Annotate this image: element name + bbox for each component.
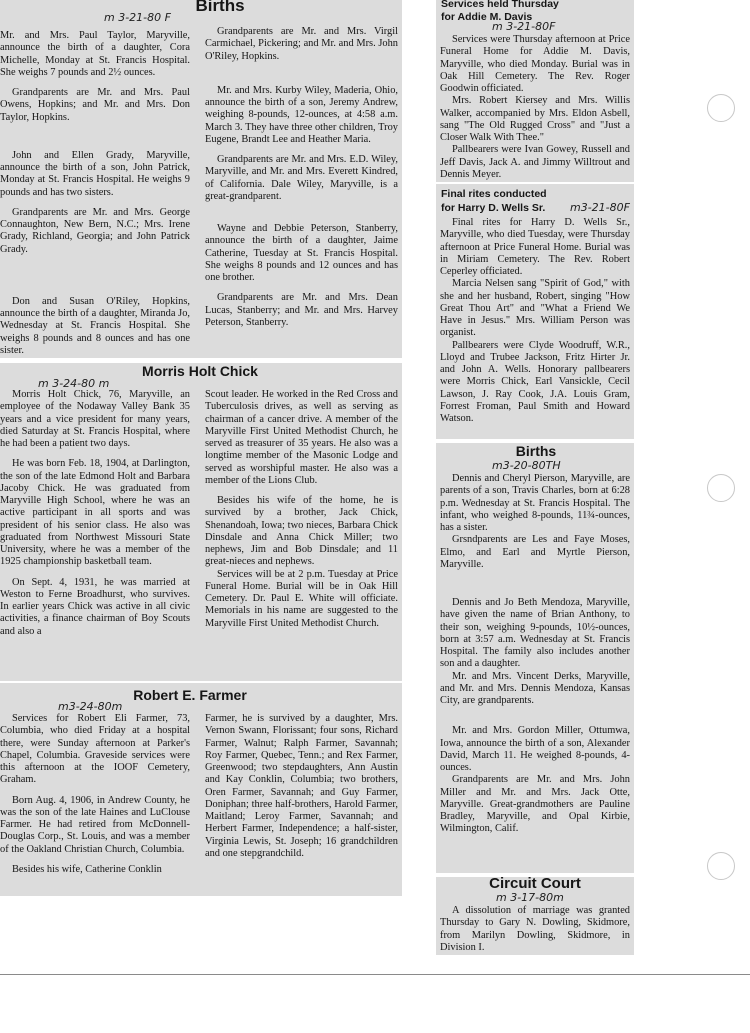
- birth-notice: Grandparents are Mr. and Mrs. George Connaughton, New Bern, N.C.; Mrs. Irene Grady, Richland, Georgia; and John Patrick Grady.: [0, 206, 190, 255]
- obituary-paragraph: Final rites for Harry D. Wells Sr., Maryville, who died Tuesday, were Thursday afternoon at Price Funeral Home. Burial was in Miriam Cemetery. The Rev. Robert Ceperley officiated.: [440, 217, 630, 277]
- births-right-clipping: [436, 443, 634, 873]
- birth-notice: Mr. and Mrs. Kurby Wiley, Maderia, Ohio, announce the birth of a son, Jeremy Andrew, weighing 8-pounds, 12-ounces, at 4:58 a.m. March 3. They have three other children, Troy Eugene, Brandt Lee and Heather Maria.: [205, 84, 398, 145]
- births-top-left-column: [0, 30, 190, 358]
- morris-chick-left-column: [0, 389, 190, 646]
- obituary-paragraph: Farmer, he is survived by a daughter, Mrs. Vernon Swann, Florissant; four sons, Richard Farmer, Walnut; Ralph Farmer, Savannah; Roy Farmer, Quebec, Tenn.; and Rex Farmer, Greenwood; two stepdaughters, Ann Austin and Kay Conklin, Columbia; two brothers, Oren Farmer, Savannah; and Guy Farmer, Doniphan; three half-brothers, Harold Farmer, Maitland; Leroy Farmer, Savannah; and Herbert Farmer, Independence; a half-sister, Virginia Lewis, St. Joseph; 16 grandchildren and one stepgrandchild.: [205, 713, 398, 859]
- addie-davis-body: [440, 34, 630, 182]
- robert-farmer-obituary: [0, 683, 402, 896]
- births-right-heading: Births: [515, 443, 557, 459]
- birth-notice: Grandparents are Mr. and Mrs. Paul Owens, Hopkins; and Mr. and Mrs. Don Taylor, Hopkins.: [0, 87, 190, 123]
- birth-notice: Mr. and Mrs. Paul Taylor, Maryville, announce the birth of a daughter, Cora Michelle, Monday at St. Francis Hospital. She weighs 7 pounds and 2½ ounces.: [0, 30, 190, 78]
- court-notice: A dissolution of marriage was granted Thursday to Gary N. Dowling, Skidmore, from Marilyn Dowling, Skidmore, in Division I.: [440, 905, 630, 953]
- birth-notice: Grandparents are Mr. and Mrs. John Miller and Mr. and Mrs. Jack Otte, Maryville. Great-grandmothers are Pauline Bradley, Maryville, and Opal Kirbie, Wilmington, Calif.: [440, 774, 630, 835]
- obituary-paragraph: Services will be at 2 p.m. Tuesday at Price Funeral Home. Burial will be in Oak Hill Cemetery. Dr. Paul E. White will officiate. Memorials in his name are suggested to the Maryville First United Methodist Church.: [205, 568, 398, 629]
- birth-notice: John and Ellen Grady, Maryville, announce the birth of a son, John Patrick, Monday at St. Francis Hospital. He weighs 9 pounds and has two sisters.: [0, 149, 190, 198]
- robert-farmer-handwritten-date: m3-24-80m: [58, 700, 123, 713]
- harry-wells-body: [440, 217, 630, 433]
- birth-notice: Dennis and Cheryl Pierson, Maryville, are parents of a son, Travis Charles, born at 6:28 p.m. Wednesday at St. Francis Hospital. The infant, who weighed 8-pounds, 11¾-ounces, has a sister.: [440, 473, 630, 533]
- binder-hole-bottom: [707, 852, 735, 880]
- births-top-right-column: [205, 26, 398, 337]
- births-top-clipping: [0, 0, 402, 358]
- morris-chick-right-column: [205, 389, 398, 638]
- obituary-paragraph: Services for Robert Eli Farmer, 73, Columbia, who died Friday at a hospital there, were Sunday afternoon at Parker's Chapel, Columbia. Graveside services were this afternoon at the IOOF Cemetery, Graham.: [0, 713, 190, 786]
- births-top-handwritten-date: m 3-21-80 F: [104, 11, 171, 24]
- robert-farmer-heading: Robert E. Farmer: [133, 687, 247, 703]
- robert-farmer-left-column: [0, 713, 190, 884]
- circuit-court-handwritten-date: m 3-17-80m: [496, 891, 564, 904]
- birth-notice: Grsndparents are Les and Faye Moses, Elmo, and Earl and Myrtle Pierson, Maryville.: [440, 534, 630, 570]
- births-top-heading: Births: [195, 0, 245, 15]
- obituary-paragraph: Scout leader. He worked in the Red Cross and Tuberculosis drives, as well as serving as chairman of a cancer drive. A member of the Maryville First United Methodist Church, he served as treasurer of 35 years. He also was a longtime member of the Masonic Lodge and served as worshipful master. He also was a member of the Lions Club.: [205, 389, 398, 486]
- birth-notice: Grandparents are Mr. and Mrs. Virgil Carmichael, Pickering; and Mr. and Mrs. John O'Riley, Hopkins.: [205, 26, 398, 62]
- binder-hole-middle: [707, 474, 735, 502]
- birth-notice: Dennis and Jo Beth Mendoza, Maryville, have given the name of Brian Anthony, to their son, weighing 9-pounds, 10½-ounces, born at 3:57 a.m. Wednesday at St. Francis Hospital. The family also includes another son and a daughter.: [440, 597, 630, 670]
- addie-davis-heading-line2: for Addie M. Davis: [441, 11, 533, 23]
- obituary-paragraph: Pallbearers were Clyde Woodruff, W.R., Lloyd and Trubee Jackson, Fritz Hirter Jr. and John A. Wells. Honorary pallbearers were Morris Chick, Earl Vansickle, Cecil Lawson, J. Ray Cook, J.A. Louis Gram, Forrest Froman, Paul Smith and Howard Watson.: [440, 339, 630, 424]
- birth-notice: Mr. and Mrs. Vincent Derks, Maryville, and Mr. and Mrs. Dennis Mendoza, Kansas City, are grandparents.: [440, 670, 630, 706]
- harry-wells-heading-line2: for Harry D. Wells Sr.: [441, 202, 546, 214]
- robert-farmer-right-column: [205, 713, 398, 868]
- morris-chick-handwritten-date: m 3-24-80 m: [38, 377, 110, 390]
- obituary-paragraph: Born Aug. 4, 1906, in Andrew County, he was the son of the late Haines and LuClouse Farmer. He had retired from McDonnell-Douglas Corp., St. Louis, and was a member of the Oakland Christian Church, Columbia.: [0, 794, 190, 855]
- birth-notice: Mr. and Mrs. Gordon Miller, Ottumwa, Iowa, announce the birth of a son, Alexander David, March 11. He weighed 8-pounds, 4-ounces.: [440, 725, 630, 773]
- birth-notice: Grandparents are Mr. and Mrs. Dean Lucas, Stanberry; and Mr. and Mrs. Harvey Peterson, Stanberry.: [205, 292, 398, 328]
- addie-davis-handwritten-date: m 3-21-80F: [492, 20, 556, 33]
- addie-davis-notice: [436, 0, 634, 182]
- circuit-court-heading: Circuit Court: [489, 877, 581, 892]
- obituary-paragraph: Services were Thursday afternoon at Price Funeral Home for Addie M. Davis, Maryville, who died Monday. Burial was in Oak Hill Cemetery. The Rev. Roger Goodwin officiated.: [440, 34, 630, 94]
- obituary-paragraph: Marcia Nelsen sang "Spirit of God," with she and her husband, Robert, singing "How Great Thou Art" and "What a Friend We Have in Jesus." Mrs. William Person was organist.: [440, 278, 630, 339]
- addie-davis-heading-line1: Services held Thursday: [441, 0, 559, 10]
- birth-notice: Wayne and Debbie Peterson, Stanberry, announce the birth of a daughter, Jaime Catherine, Tuesday at St. Francis Hospital. She weighs 8 pounds and 12 ounces and has one brother.: [205, 223, 398, 283]
- obituary-paragraph: Morris Holt Chick, 76, Maryville, an employee of the Nodaway Valley Bank 35 years and a vice president for many years, died Saturday at St. Francis Hospital, where he had been a patient two days.: [0, 389, 190, 449]
- binder-hole-top: [707, 94, 735, 122]
- obituary-paragraph: Mrs. Robert Kiersey and Mrs. Willis Walker, accompanied by Mrs. Eldon Asbell, sang "The Old Rugged Cross" and "Just a Closer Walk With Thee.": [440, 95, 630, 143]
- birth-notice: Grandparents are Mr. and Mrs. E.D. Wiley, Maryville, and Mr. and Mrs. Everett Kindred, of California. Dale Wiley, Maryville, is a great-grandparent.: [205, 154, 398, 202]
- morris-chick-obituary: [0, 363, 402, 681]
- obituary-paragraph: Pallbearers were Ivan Gowey, Russell and Jeff Davis, Jack A. and Jimmy Willtrout and Dennis Meyer.: [440, 144, 630, 180]
- obituary-paragraph: On Sept. 4, 1931, he was married at Weston to Ferne Broadhurst, who survives. In earlier years Chick was active in all civic activities, a finance chairman of Boy Scouts and also a: [0, 576, 190, 637]
- obituary-paragraph: He was born Feb. 18, 1904, at Darlington, the son of the late Edmond Holt and Barbara Jacoby Chick. He was graduated from Maryville High School, where he was an active participant in all sports and was president of his senior class. He also was graduated from Northwest Missouri State University, where he was a member of the 1925 championship basketball team.: [0, 458, 190, 568]
- circuit-court-body: [440, 905, 630, 955]
- harry-wells-handwritten-date: m3-21-80F: [570, 201, 630, 214]
- births-right-handwritten-date: m3-20-80TH: [492, 459, 561, 472]
- harry-wells-heading-line1: Final rites conducted: [441, 188, 547, 200]
- births-right-body: [440, 473, 630, 844]
- circuit-court-notice: [436, 877, 634, 955]
- morris-chick-heading: Morris Holt Chick: [142, 363, 258, 379]
- obituary-paragraph: Besides his wife, Catherine Conklin: [12, 863, 162, 875]
- page-bottom-edge: [0, 974, 750, 975]
- harry-wells-notice: [436, 184, 634, 439]
- birth-notice: Don and Susan O'Riley, Hopkins, announce the birth of a daughter, Miranda Jo, Wednesday at St. Francis Hospital. She weighs 8 pounds and 8 ounces and has one sister.: [0, 295, 190, 356]
- obituary-paragraph: Besides his wife of the home, he is survived by a brother, Jack Chick, Shenandoah, Iowa; two nieces, Barbara Chick Dinsdale and Anna Chick Miller; two nephews, Jim and Bob Dinsdale; and 11 great-nieces and nephews.: [205, 495, 398, 568]
